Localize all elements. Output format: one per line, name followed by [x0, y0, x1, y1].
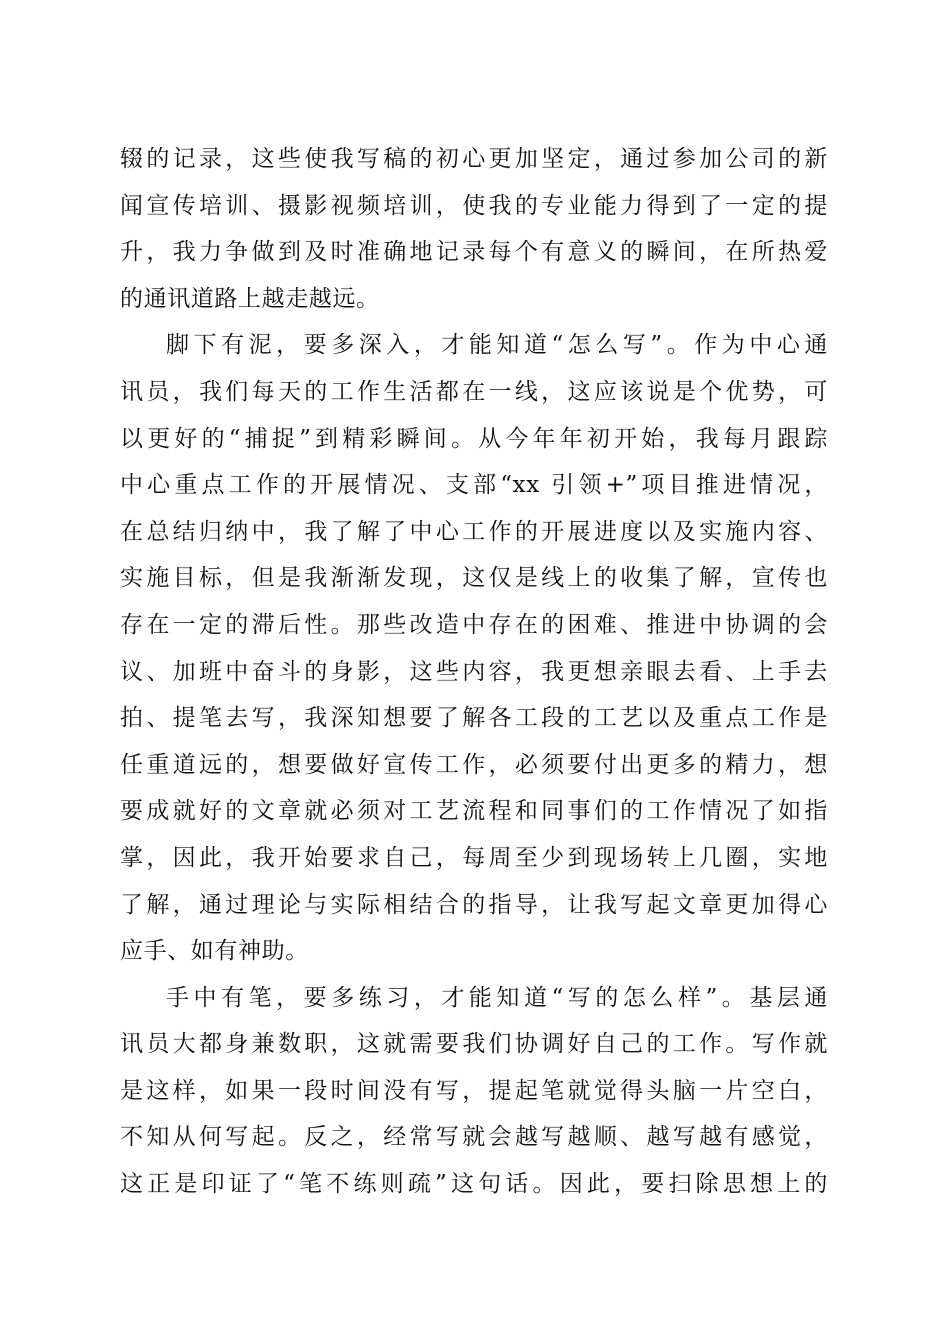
text-line: 讯员大都身兼数职，这就需要我们协调好自己的工作。写作就 — [120, 1031, 828, 1058]
text-line: 脚下有泥，要多深入，才能知道“怎么写”。作为中心通 — [166, 332, 828, 359]
text-line: 的通讯道路上越走越远。 — [120, 285, 380, 312]
text-line: 任重道远的，想要做好宣传工作，必须要付出更多的精力，想 — [120, 751, 828, 778]
text-line: 存在一定的滞后性。那些改造中存在的困难、推进中协调的会 — [120, 611, 828, 638]
paragraph-3 — [120, 975, 828, 1208]
text-line: 以更好的“捕捉”到精彩瞬间。从今年年初开始，我每月跟踪 — [120, 425, 828, 452]
text-line: 升，我力争做到及时准确地记录每个有意义的瞬间，在所热爱 — [120, 239, 828, 266]
text-line: 在总结归纳中，我了解了中心工作的开展进度以及实施内容、 — [120, 518, 828, 545]
text-line: 了解，通过理论与实际相结合的指导，让我写起文章更加得心 — [120, 891, 828, 918]
paragraph-1 — [120, 136, 828, 322]
paragraph-2 — [120, 322, 828, 974]
text-line: 手中有笔，要多练习，才能知道“写的怎么样”。基层通 — [166, 984, 828, 1011]
text-line: 中心重点工作的开展情况、支部“xx 引领+”项目推进情况， — [120, 472, 828, 499]
text-line: 讯员，我们每天的工作生活都在一线，这应该说是个优势，可 — [120, 378, 828, 405]
document-page — [120, 136, 828, 1208]
text-line: 闻宣传培训、摄影视频培训，使我的专业能力得到了一定的提 — [120, 192, 828, 219]
text-line: 应手、如有神助。 — [120, 938, 309, 965]
text-line: 这正是印证了“笔不练则疏”这句话。因此，要扫除思想上的 — [120, 1171, 828, 1198]
text-line: 要成就好的文章就必须对工艺流程和同事们的工作情况了如指 — [120, 798, 828, 825]
text-line: 议、加班中奋斗的身影，这些内容，我更想亲眼去看、上手去 — [120, 658, 828, 685]
text-line: 掌，因此，我开始要求自己，每周至少到现场转上几圈，实地 — [120, 844, 828, 871]
text-line: 不知从何写起。反之，经常写就会越写越顺、越写越有感觉， — [120, 1124, 828, 1151]
text-line: 是这样，如果一段时间没有写，提起笔就觉得头脑一片空白， — [120, 1077, 828, 1104]
text-line: 实施目标，但是我渐渐发现，这仅是线上的收集了解，宣传也 — [120, 565, 828, 592]
text-line: 拍、提笔去写，我深知想要了解各工段的工艺以及重点工作是 — [120, 705, 828, 732]
text-line: 辍的记录，这些使我写稿的初心更加坚定，通过参加公司的新 — [120, 146, 828, 172]
